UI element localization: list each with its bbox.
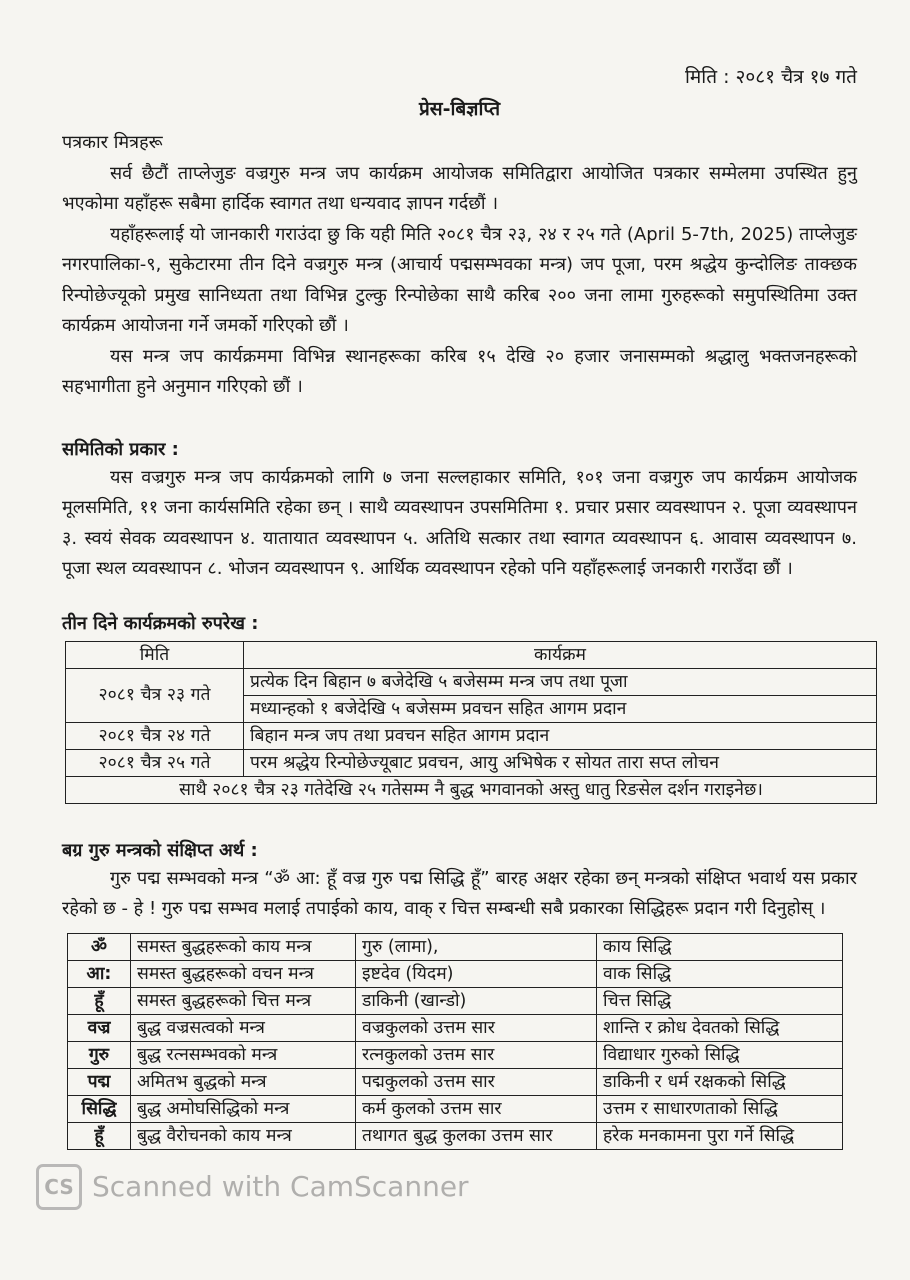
table-row — [68, 933, 843, 960]
camscanner-watermark — [36, 1164, 857, 1210]
schedule-heading: तीन दिने कार्यक्रमको रुपरेख : — [62, 612, 259, 634]
mantra-siddhi: काय सिद्धि — [597, 933, 843, 960]
mantra-syllable: हूँ — [68, 1122, 131, 1149]
column-header: कार्यक्रम — [244, 641, 877, 668]
intro-paragraph: यस मन्त्र जप कार्यक्रममा विभिन्न स्थानहरूका करिब १५ देखि २० हजार जनासम्मको श्रद्धालु भक्तजनहरूको सहभागीता हुने अनुमान गरिएको छौं । — [62, 345, 857, 397]
mantra-meaning: समस्त बुद्धहरूको काय मन्त्र — [131, 933, 356, 960]
camscanner-logo-icon: CS — [36, 1164, 82, 1210]
table-header-row — [66, 641, 877, 668]
committee-heading: समितिको प्रकार : — [62, 438, 179, 460]
mantra-siddhi: उत्तम र साधारणताको सिद्धि — [597, 1095, 843, 1122]
mantra-syllable: आ: — [68, 960, 131, 987]
mantra-essence: इष्टदेव (यिदम) — [356, 960, 597, 987]
mantra-syllable: पद्म — [68, 1068, 131, 1095]
column-header: मिति — [66, 641, 244, 668]
salutation: पत्रकार मित्रहरू — [62, 132, 163, 153]
mantra-essence: कर्म कुलको उत्तम सार — [356, 1095, 597, 1122]
schedule-date: २०८१ चैत्र २४ गते — [66, 722, 244, 749]
table-row — [68, 1122, 843, 1149]
mantra-meaning: बुद्ध अमोघसिद्धिको मन्त्र — [131, 1095, 356, 1122]
table-row — [68, 1041, 843, 1068]
table-row — [68, 987, 843, 1014]
table-row — [68, 1014, 843, 1041]
mantra-syllable: ॐ — [68, 933, 131, 960]
meaning-section — [62, 864, 857, 925]
mantra-meaning: समस्त बुद्धहरूको वचन मन्त्र — [131, 960, 356, 987]
mantra-siddhi: वाक सिद्धि — [597, 960, 843, 987]
table-row — [68, 960, 843, 987]
intro-section — [62, 159, 857, 403]
mantra-essence: डाकिनी (खान्डो) — [356, 987, 597, 1014]
schedule-date: २०८१ चैत्र २५ गते — [66, 749, 244, 776]
mantra-meaning: बुद्ध रत्नसम्भवको मन्त्र — [131, 1041, 356, 1068]
schedule-date: २०८१ चैत्र २३ गते — [66, 668, 244, 722]
meaning-heading: बग्र गुरु मन्त्रको संक्षिप्त अर्थ : — [62, 839, 258, 861]
mantra-meaning: अमितभ बुद्धको मन्त्र — [131, 1068, 356, 1095]
mantra-siddhi: चित्त सिद्धि — [597, 987, 843, 1014]
mantra-essence: पद्मकुलको उत्तम सार — [356, 1068, 597, 1095]
document-date: मिति : २०८१ चैत्र १७ गते — [685, 66, 857, 88]
mantra-meaning: समस्त बुद्धहरूको चित्त मन्त्र — [131, 987, 356, 1014]
document-title: प्रेस-बिज्ञप्ति — [418, 98, 501, 120]
table-row — [68, 1095, 843, 1122]
table-row — [66, 749, 877, 776]
schedule-item: प्रत्येक दिन बिहान ७ बजेदेखि ५ बजेसम्म मन्त्र जप तथा पूजा — [244, 668, 877, 695]
schedule-item: परम श्रद्धेय रिन्पोछेज्यूबाट प्रवचन, आयु अभिषेक र सोयत तारा सप्त लोचन — [244, 749, 877, 776]
mantra-essence: रत्नकुलको उत्तम सार — [356, 1041, 597, 1068]
table-row — [66, 668, 877, 695]
mantra-siddhi: शान्ति र क्रोध देवतको सिद्धि — [597, 1014, 843, 1041]
mantra-syllable: वज्र — [68, 1014, 131, 1041]
mantra-siddhi: हरेक मनकामना पुरा गर्ने सिद्धि — [597, 1122, 843, 1149]
mantra-syllable: हूँ — [68, 987, 131, 1014]
schedule-item: बिहान मन्त्र जप तथा प्रवचन सहित आगम प्रदान — [244, 722, 877, 749]
document-page — [44, 0, 857, 1230]
mantra-essence: तथागत बुद्ध कुलका उत्तम सार — [356, 1122, 597, 1149]
table-row — [68, 1068, 843, 1095]
table-row — [66, 776, 877, 803]
mantra-syllable: गुरु — [68, 1041, 131, 1068]
intro-paragraph: सर्व छैटौं ताप्लेजुङ वज्रगुरु मन्त्र जप कार्यक्रम आयोजक समितिद्वारा आयोजित पत्रकार सम्मेलमा उपस्थित हुनु भएकोमा यहाँहरू सबैमा हार्दिक स्वागत तथा धन्यवाद ज्ञापन गर्दछौं । — [62, 162, 857, 214]
mantra-essence: गुरु (लामा), — [356, 933, 597, 960]
mantra-syllable: सिद्धि — [68, 1095, 131, 1122]
mantra-siddhi: डाकिनी र धर्म रक्षकको सिद्धि — [597, 1068, 843, 1095]
intro-paragraph: यहाँहरूलाई यो जानकारी गराउंदा छु कि यही मिति २०८१ चैत्र २३, २४ र २५ गते (April 5-7th, 2025) ताप्लेजुङ नगरपालिका-९, सुकेटारमा तीन दिने वज्रगुरु मन्त्र (आचार्य पद्मसम्भवका मन्त्र) जप पूजा, परम श्रद्धेय कुन्दोलिङ ताक्छक रिन्पोछेज्यूको प्रमुख सानिध्यता तथा विभिन्न टुल्कु रिन्पोछेका साथै करिब २०० जना लामा गुरुहरूको समुपस्थितिमा उक्त कार्यक्रम आयोजना गर्ने जमर्को गरिएको छौं । — [62, 223, 857, 336]
mantra-table — [67, 933, 843, 1150]
mantra-meaning: बुद्ध वैरोचनको काय मन्त्र — [131, 1122, 356, 1149]
mantra-essence: वज्रकुलको उत्तम सार — [356, 1014, 597, 1041]
table-row — [66, 722, 877, 749]
meaning-paragraph: गुरु पद्म सम्भवको मन्त्र “ॐ आ: हूँ वज्र गुरु पद्म सिद्धि हूँ” बारह अक्षर रहेका छन् मन्त्रको संक्षिप्त भवार्थ यस प्रकार रहेको छ - हे ! गुरु पद्म सम्भव मलाई तपाईको काय, वाक् र चित्त सम्बन्धी सबै प्रकारका सिद्धिहरू प्रदान गरी दिनुहोस् । — [62, 867, 857, 919]
schedule-item: मध्यान्हको १ बजेदेखि ५ बजेसम्म प्रवचन सहित आगम प्रदान — [244, 695, 877, 722]
committee-section — [62, 463, 857, 585]
committee-paragraph: यस वज्रगुरु मन्त्र जप कार्यक्रमको लागि ७ जना सल्लहाकार समिति, १०१ जना वज्रगुरु जप कार्यक्रम आयोजक मूलसमिति, ११ जना कार्यसमिति रहेका छन् । साथै व्यवस्थापन उपसमितिमा १. प्रचार प्रसार व्यवस्थापन २. पूजा व्यवस्थापन ३. स्वयं सेवक व्यवस्थापन ४. यातायात व्यवस्थापन ५. अतिथि सत्कार तथा स्वागत व्यवस्थापन ६. आवास व्यवस्थापन ७. पूजा स्थल व्यवस्थापन ८. भोजन व्यवस्थापन ९. आर्थिक व्यवस्थापन रहेको पनि यहाँहरूलाई जनकारी गराउँदा छौं । — [62, 466, 857, 579]
mantra-meaning: बुद्ध वज्रसत्वको मन्त्र — [131, 1014, 356, 1041]
watermark-text: Scanned with CamScanner — [92, 1170, 469, 1203]
schedule-note: साथै २०८१ चैत्र २३ गतेदेखि २५ गतेसम्म नै बुद्ध भगवानको अस्तु धातु रिङसेल दर्शन गराइनेछ। — [66, 776, 877, 803]
mantra-siddhi: विद्याधार गुरुको सिद्धि — [597, 1041, 843, 1068]
schedule-table — [65, 641, 877, 804]
